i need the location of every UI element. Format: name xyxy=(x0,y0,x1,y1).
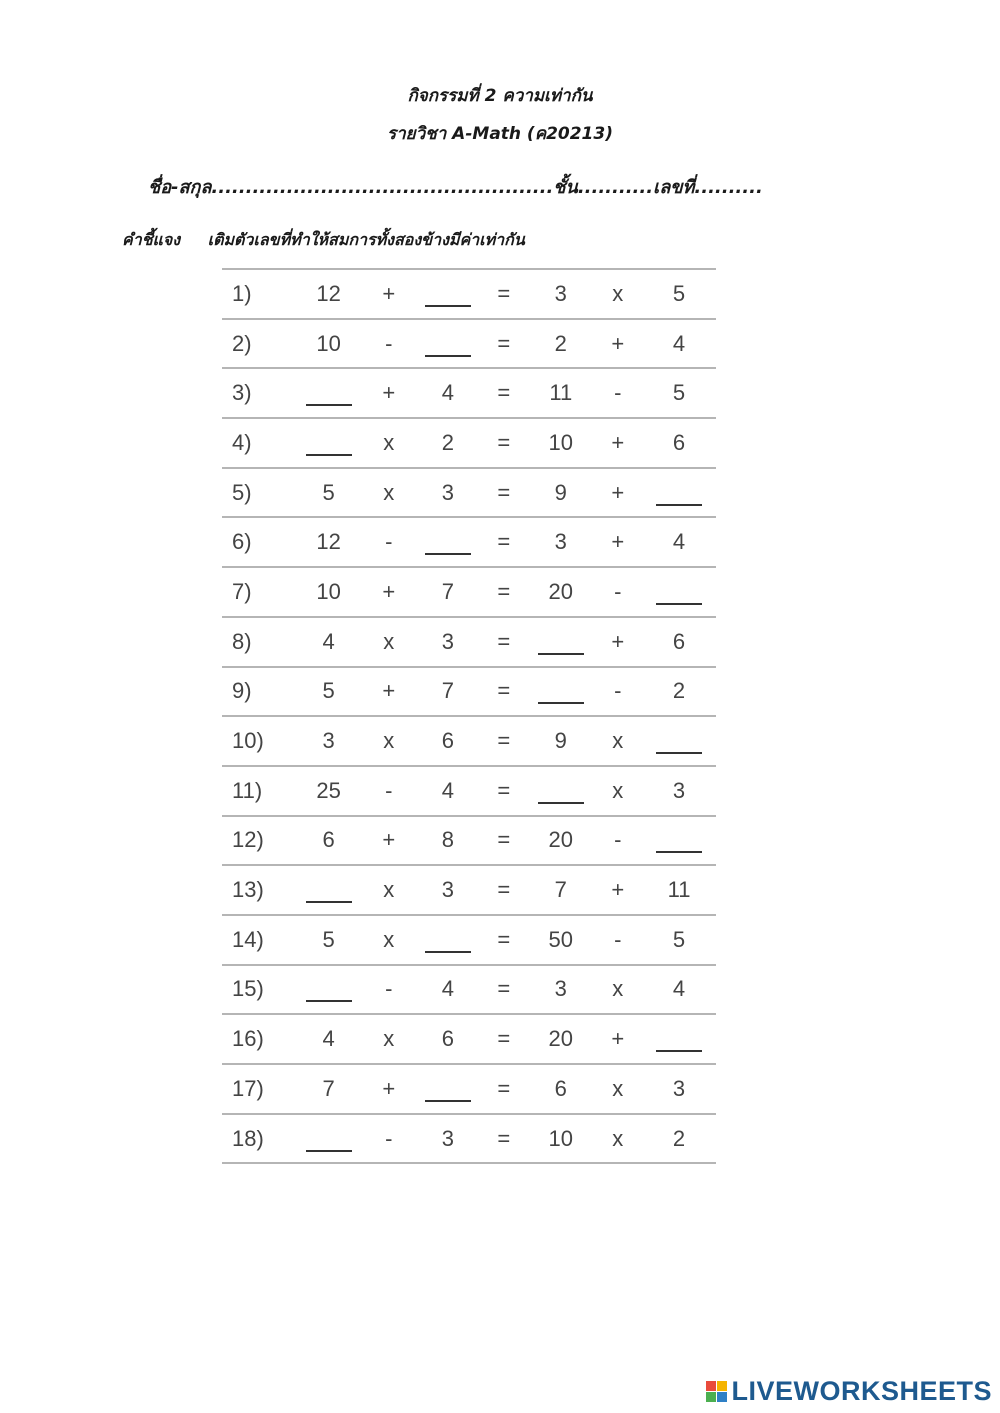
equation-cell: 6 xyxy=(554,1075,567,1101)
equation-cell: + xyxy=(382,380,396,406)
equation-cell: 5 xyxy=(322,678,335,704)
equation-cell: x xyxy=(383,479,395,505)
equation-row xyxy=(222,865,716,915)
equation-cell: 10 xyxy=(548,1125,574,1151)
equation-cell: x xyxy=(383,628,395,654)
question-number: 14) xyxy=(232,926,264,952)
equation-cell: = xyxy=(497,1075,511,1101)
equation-cell: 3 xyxy=(441,479,454,505)
question-number: 3) xyxy=(232,380,252,406)
question-number: 8) xyxy=(232,628,252,654)
answer-blank[interactable] xyxy=(425,1100,471,1102)
answer-blank[interactable] xyxy=(538,653,584,655)
equation-row xyxy=(222,667,716,717)
equation-row xyxy=(222,766,716,816)
equation-cell: - xyxy=(385,1125,393,1151)
answer-blank[interactable] xyxy=(306,454,352,456)
equation-cell: 9 xyxy=(554,728,567,754)
equation-cell: - xyxy=(614,827,622,853)
equation-cell: 6 xyxy=(672,628,686,654)
equation-cell: = xyxy=(497,479,511,505)
equation-cell: x xyxy=(612,728,624,754)
equation-cell: - xyxy=(385,330,393,356)
answer-blank[interactable] xyxy=(425,355,471,357)
equation-cell: 12 xyxy=(316,529,341,555)
equation-cell: = xyxy=(497,330,511,356)
question-number: 17) xyxy=(232,1075,264,1101)
equation-cell: 3 xyxy=(672,777,686,803)
instruction-text: เติมตัวเลขที่ทำให้สมการทั้งสองข้างมีค่าเท่ากัน xyxy=(207,230,525,249)
equation-cell: 9 xyxy=(554,479,567,505)
equation-cell: x xyxy=(612,976,624,1002)
equation-cell: 3 xyxy=(672,1075,686,1101)
equation-cell: 3 xyxy=(441,628,454,654)
equation-cell: x xyxy=(612,1125,624,1151)
equation-cell: = xyxy=(497,429,511,455)
answer-blank[interactable] xyxy=(306,1150,352,1152)
equation-cell: - xyxy=(614,678,622,704)
equation-cell: + xyxy=(382,280,396,306)
equation-cell: 4 xyxy=(322,1026,335,1052)
equation-cell: 11 xyxy=(549,380,573,406)
question-number: 2) xyxy=(232,330,252,356)
equation-cell: = xyxy=(497,728,511,754)
equation-cell: 20 xyxy=(548,578,574,604)
answer-blank[interactable] xyxy=(656,504,702,506)
equation-cell: 20 xyxy=(548,1026,574,1052)
equation-cell: x xyxy=(383,728,395,754)
equation-cell: 11 xyxy=(667,877,691,903)
equation-cell: x xyxy=(612,280,624,306)
equation-cell: - xyxy=(614,380,622,406)
equation-cell: 6 xyxy=(441,728,454,754)
equation-cell: - xyxy=(385,976,393,1002)
equation-row xyxy=(222,716,716,766)
equation-row xyxy=(222,1114,716,1164)
equation-cell: = xyxy=(497,380,511,406)
answer-blank[interactable] xyxy=(306,901,352,903)
equation-cell: + xyxy=(611,529,625,555)
instruction-label: คำชี้แจง xyxy=(122,230,181,249)
equation-cell: + xyxy=(382,578,396,604)
equation-cell: + xyxy=(611,479,625,505)
equation-row xyxy=(222,517,716,567)
equation-cell: 6 xyxy=(672,429,686,455)
equation-cell: 3 xyxy=(554,529,567,555)
instruction xyxy=(122,228,525,253)
equation-cell: + xyxy=(611,628,625,654)
equation-cell: 7 xyxy=(322,1075,335,1101)
equation-cell: = xyxy=(497,280,511,306)
equation-cell: - xyxy=(614,926,622,952)
equation-cell: = xyxy=(497,926,511,952)
equation-cell: x xyxy=(383,877,395,903)
answer-blank[interactable] xyxy=(656,1050,702,1052)
worksheet-title: กิจกรรมที่ 2 ความเท่ากัน xyxy=(407,86,593,106)
equation-cell: = xyxy=(497,827,511,853)
equation-row xyxy=(222,319,716,369)
equation-row xyxy=(222,617,716,667)
equation-row xyxy=(222,816,716,866)
equation-cell: 7 xyxy=(441,578,454,604)
equation-cell: 2 xyxy=(672,1125,686,1151)
question-number: 9) xyxy=(232,678,252,704)
equation-cell: 20 xyxy=(548,827,574,853)
question-number: 16) xyxy=(232,1026,264,1052)
equation-cell: 5 xyxy=(672,380,686,406)
equation-cell: 3 xyxy=(441,877,454,903)
equation-cell: 4 xyxy=(672,976,686,1002)
equation-cell: + xyxy=(611,877,625,903)
student-info-line: ชื่อ-สกุล..................................................ชั้น...........เลขที่.......... xyxy=(148,177,763,198)
equation-cell: 50 xyxy=(548,926,574,952)
equation-cell: = xyxy=(497,877,511,903)
answer-blank[interactable] xyxy=(306,404,352,406)
subject-title: รายวิชา A-Math (ค20213) xyxy=(387,124,613,144)
equation-cell: 10 xyxy=(548,429,574,455)
equation-cell: 5 xyxy=(322,926,335,952)
question-number: 13) xyxy=(232,877,264,903)
equation-cell: 25 xyxy=(316,777,341,803)
answer-blank[interactable] xyxy=(306,1000,352,1002)
equation-row xyxy=(222,418,716,468)
equation-row xyxy=(222,915,716,965)
answer-blank[interactable] xyxy=(425,951,471,953)
logo-mark-icon xyxy=(706,1381,727,1402)
equation-cell: = xyxy=(497,1125,511,1151)
equation-cell: = xyxy=(497,1026,511,1052)
equation-cell: 3 xyxy=(322,728,335,754)
equation-cell: + xyxy=(382,1075,396,1101)
equation-table xyxy=(222,268,716,1164)
question-number: 6) xyxy=(232,529,252,555)
equation-cell: = xyxy=(497,777,511,803)
equation-row xyxy=(222,965,716,1015)
equation-cell: + xyxy=(611,429,625,455)
equation-cell: 4 xyxy=(441,777,454,803)
equation-cell: - xyxy=(385,529,393,555)
equation-cell: 4 xyxy=(672,330,686,356)
equation-cell: = xyxy=(497,529,511,555)
equation-cell: 6 xyxy=(322,827,335,853)
equation-cell: = xyxy=(497,628,511,654)
equation-cell: 2 xyxy=(554,330,567,356)
equation-cell: 4 xyxy=(441,976,454,1002)
equation-cell: - xyxy=(385,777,393,803)
equation-row xyxy=(222,1064,716,1114)
equation-cell: x xyxy=(612,1075,624,1101)
equation-cell: x xyxy=(383,429,395,455)
equation-row xyxy=(222,567,716,617)
equation-cell: x xyxy=(612,777,624,803)
equation-row xyxy=(222,1014,716,1064)
logo-text: LIVEWORKSHEETS xyxy=(731,1376,992,1406)
equation-cell: + xyxy=(382,827,396,853)
equation-row xyxy=(222,269,716,319)
equation-cell: 2 xyxy=(441,429,454,455)
question-number: 5) xyxy=(232,479,252,505)
equation-cell: 5 xyxy=(322,479,335,505)
equation-cell: 2 xyxy=(672,678,686,704)
answer-blank[interactable] xyxy=(656,603,702,605)
answer-blank[interactable] xyxy=(538,702,584,704)
equation-cell: 7 xyxy=(554,877,567,903)
equation-cell: 5 xyxy=(672,926,686,952)
equation-cell: 5 xyxy=(672,280,686,306)
equation-cell: 10 xyxy=(316,330,341,356)
question-number: 18) xyxy=(232,1125,264,1151)
question-number: 4) xyxy=(232,429,252,455)
equation-cell: 4 xyxy=(672,529,686,555)
equation-cell: + xyxy=(611,1026,625,1052)
answer-blank[interactable] xyxy=(538,802,584,804)
liveworksheets-logo xyxy=(706,1376,992,1407)
question-number: 7) xyxy=(232,578,252,604)
answer-blank[interactable] xyxy=(425,553,471,555)
equation-cell: 7 xyxy=(441,678,454,704)
equation-cell: x xyxy=(383,1026,395,1052)
question-number: 1) xyxy=(232,280,252,306)
equation-cell: = xyxy=(497,578,511,604)
question-number: 12) xyxy=(232,827,264,853)
equation-cell: - xyxy=(614,578,622,604)
equation-cell: 3 xyxy=(554,280,567,306)
answer-blank[interactable] xyxy=(425,305,471,307)
equation-cell: = xyxy=(497,976,511,1002)
equation-cell: 3 xyxy=(554,976,567,1002)
answer-blank[interactable] xyxy=(656,851,702,853)
question-number: 10) xyxy=(232,728,264,754)
equation-cell: 8 xyxy=(441,827,454,853)
equation-cell: 4 xyxy=(322,628,335,654)
equation-cell: 12 xyxy=(316,280,341,306)
equation-cell: 10 xyxy=(316,578,341,604)
equation-cell: 4 xyxy=(441,380,454,406)
equation-row xyxy=(222,368,716,418)
equation-cell: + xyxy=(611,330,625,356)
equation-cell: 3 xyxy=(441,1125,454,1151)
equation-cell: = xyxy=(497,678,511,704)
question-number: 11) xyxy=(232,777,263,803)
equation-cell: 6 xyxy=(441,1026,454,1052)
answer-blank[interactable] xyxy=(656,752,702,754)
equation-row xyxy=(222,468,716,518)
question-number: 15) xyxy=(232,976,264,1002)
equation-cell: x xyxy=(383,926,395,952)
equation-cell: + xyxy=(382,678,396,704)
